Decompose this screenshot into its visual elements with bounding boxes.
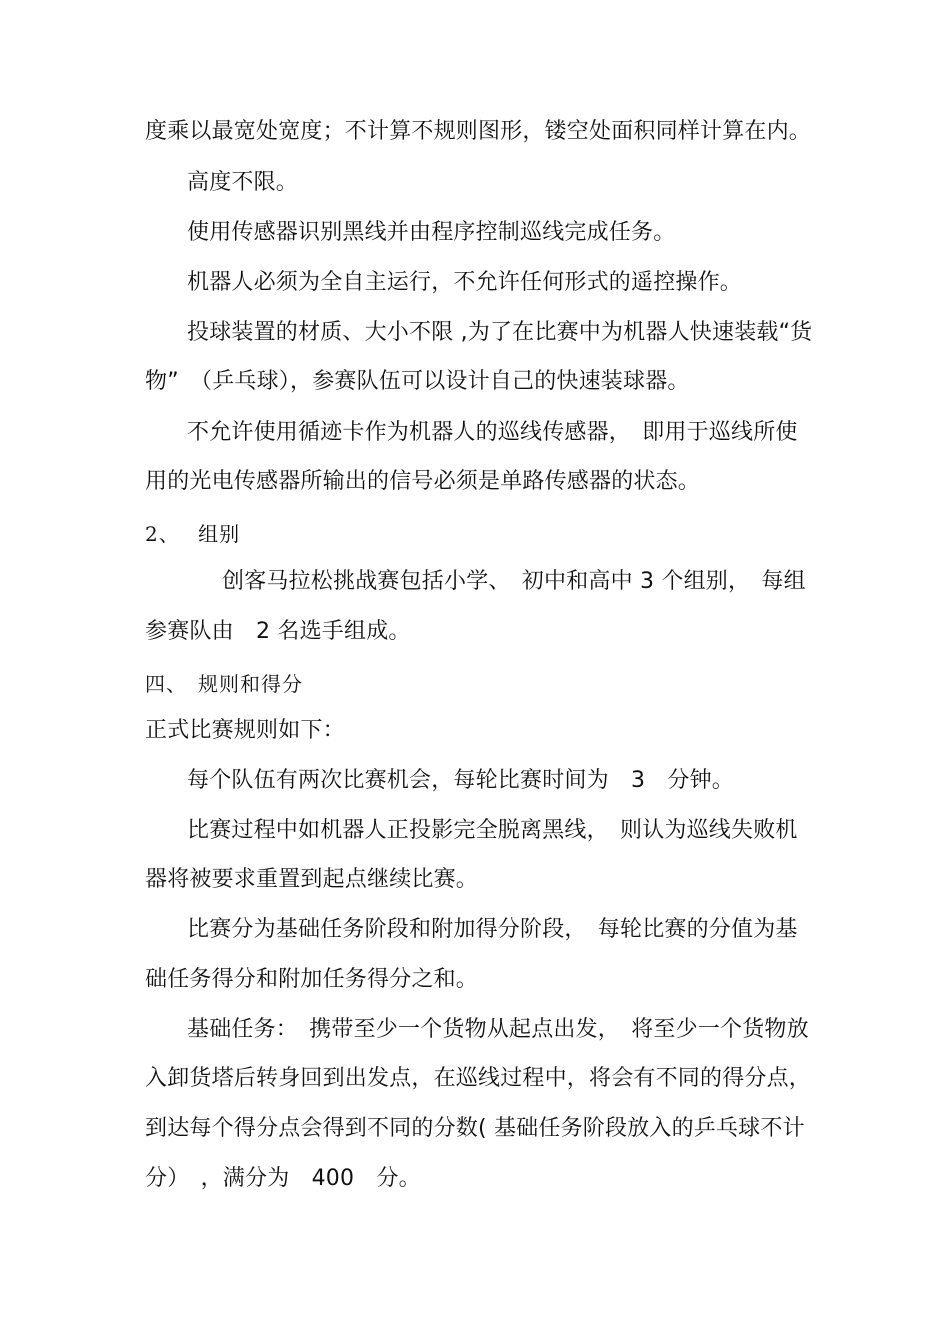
paragraph-line: 高度不限。	[187, 170, 299, 195]
paragraph-line: 不允许使用循迹卡作为机器人的巡线传感器， 即用于巡线所使	[187, 420, 798, 445]
paragraph-line: 入卸货塔后转身回到出发点，在巡线过程中，将会有不同的得分点，	[145, 1066, 812, 1091]
paragraph-line: 机器人必须为全自主运行，不允许任何形式的遥控操作。	[187, 270, 743, 295]
paragraph-line: 正式比赛规则如下：	[145, 718, 345, 743]
paragraph-line: 每个队伍有两次比赛机会，每轮比赛时间为 3 分钟。	[187, 768, 734, 793]
paragraph-line: 参赛队由 2 名选手组成。	[145, 619, 411, 644]
paragraph-line: 用的光电传感器所输出的信号必须是单路传感器的状态。	[145, 469, 701, 494]
section-heading-groups: 2、 组别	[145, 522, 241, 546]
section-heading-rules: 四、 规则和得分	[145, 672, 303, 696]
paragraph-line: 分） ，满分为 400 分。	[145, 1166, 421, 1191]
paragraph-line: 物” （乒乓球），参赛队伍可以设计自己的快速装球器。	[145, 369, 690, 394]
paragraph-line: 使用传感器识别黑线并由程序控制巡线完成任务。	[187, 220, 676, 245]
paragraph-line: 投球装置的材质、大小不限 ,为了在比赛中为机器人快速装载“货	[187, 320, 813, 345]
paragraph-line: 比赛分为基础任务阶段和附加得分阶段， 每轮比赛的分值为基	[187, 917, 798, 942]
paragraph-line: 创客马拉松挑战赛包括小学、 初中和高中 3 个组别， 每组	[222, 569, 806, 594]
paragraph-line: 基础任务： 携带至少一个货物从起点出发， 将至少一个货物放	[187, 1017, 809, 1042]
paragraph-line: 比赛过程中如机器人正投影完全脱离黑线， 则认为巡线失败机	[187, 818, 798, 843]
paragraph-line: 础任务得分和附加任务得分之和。	[145, 967, 479, 992]
paragraph-line: 器将被要求重置到起点继续比赛。	[145, 867, 479, 892]
paragraph-line: 度乘以最宽处宽度；不计算不规则图形，镂空处面积同样计算在内。	[145, 119, 812, 144]
paragraph-line: 到达每个得分点会得到不同的分数( 基础任务阶段放入的乒乓球不计	[145, 1116, 805, 1141]
